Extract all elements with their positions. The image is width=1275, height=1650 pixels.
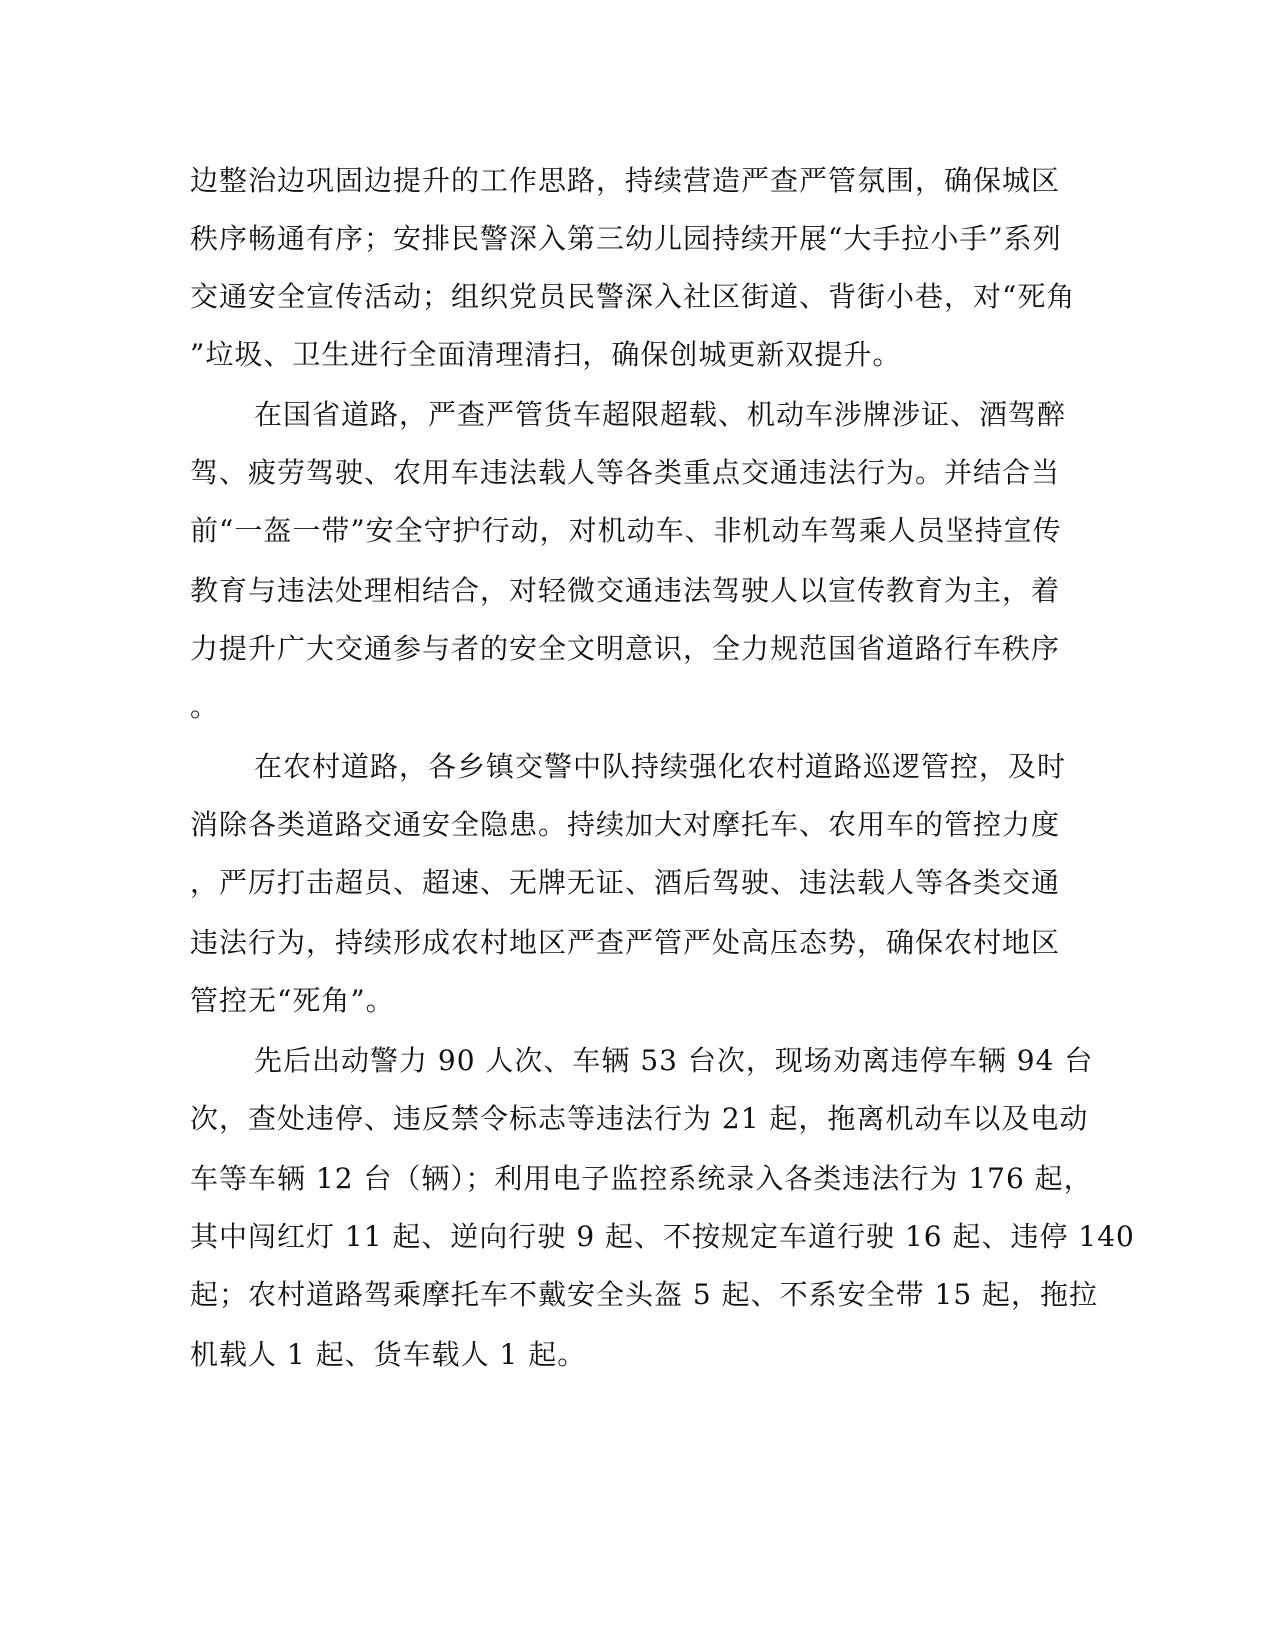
paragraph-1-line-3: 交通安全宣传活动；组织党员民警深入社区街道、背街小巷，对“死角 xyxy=(190,280,1076,313)
paragraph-4-line-2: 次，查处违停、违反禁令标志等违法行为 21 起，拖离机动车以及电动 xyxy=(190,1102,1089,1135)
paragraph-2-line-2: 驾、疲劳驾驶、农用车违法载人等各类重点交通违法行为。并结合当 xyxy=(190,456,1061,489)
paragraph-4-line-5: 起；农村道路驾乘摩托车不戴安全头盔 5 起、不系安全带 15 起，拖拉 xyxy=(190,1278,1099,1311)
paragraph-1-line-4: ”垃圾、卫生进行全面清理清扫，确保创城更新双提升。 xyxy=(190,338,902,371)
paragraph-2-line-6: 。 xyxy=(190,690,220,723)
paragraph-3-line-2: 消除各类道路交通安全隐患。持续加大对摩托车、农用车的管控力度 xyxy=(190,808,1061,841)
paragraph-4-line-1: 先后出动警力 90 人次、车辆 53 台次，现场劝离违停车辆 94 台 xyxy=(254,1044,1094,1077)
paragraph-2-line-5: 力提升广大交通参与者的安全文明意识，全力规范国省道路行车秩序 xyxy=(190,632,1061,665)
paragraph-2-line-4: 教育与违法处理相结合，对轻微交通违法驾驶人以宣传教育为主，着 xyxy=(190,574,1061,607)
paragraph-3-line-4: 违法行为，持续形成农村地区严查严管严处高压态势，确保农村地区 xyxy=(190,926,1061,959)
paragraph-4-line-4: 其中闯红灯 11 起、逆向行驶 9 起、不按规定车道行驶 16 起、违停 140 xyxy=(190,1220,1135,1253)
paragraph-1-line-1: 边整治边巩固边提升的工作思路，持续营造严查严管氛围，确保城区 xyxy=(190,164,1061,197)
paragraph-2-line-1: 在国省道路，严查严管货车超限超载、机动车涉牌涉证、酒驾醉 xyxy=(254,398,1067,431)
paragraph-3-line-1: 在农村道路，各乡镇交警中队持续强化农村道路巡逻管控，及时 xyxy=(254,750,1067,783)
paragraph-1-line-2: 秩序畅通有序；安排民警深入第三幼儿园持续开展“大手拉小手”系列 xyxy=(190,222,1062,255)
paragraph-3-line-5: 管控无“死角”。 xyxy=(190,984,395,1017)
paragraph-4-line-6: 机载人 1 起、货车载人 1 起。 xyxy=(190,1338,587,1371)
paragraph-3-line-3: ，严厉打击超员、超速、无牌无证、酒后驾驶、违法载人等各类交通 xyxy=(190,866,1061,899)
paragraph-2-line-3: 前“一盔一带”安全守护行动，对机动车、非机动车驾乘人员坚持宣传 xyxy=(190,514,1062,547)
paragraph-4-line-3: 车等车辆 12 台（辆）；利用电子监控系统录入各类违法行为 176 起， xyxy=(190,1162,1093,1195)
